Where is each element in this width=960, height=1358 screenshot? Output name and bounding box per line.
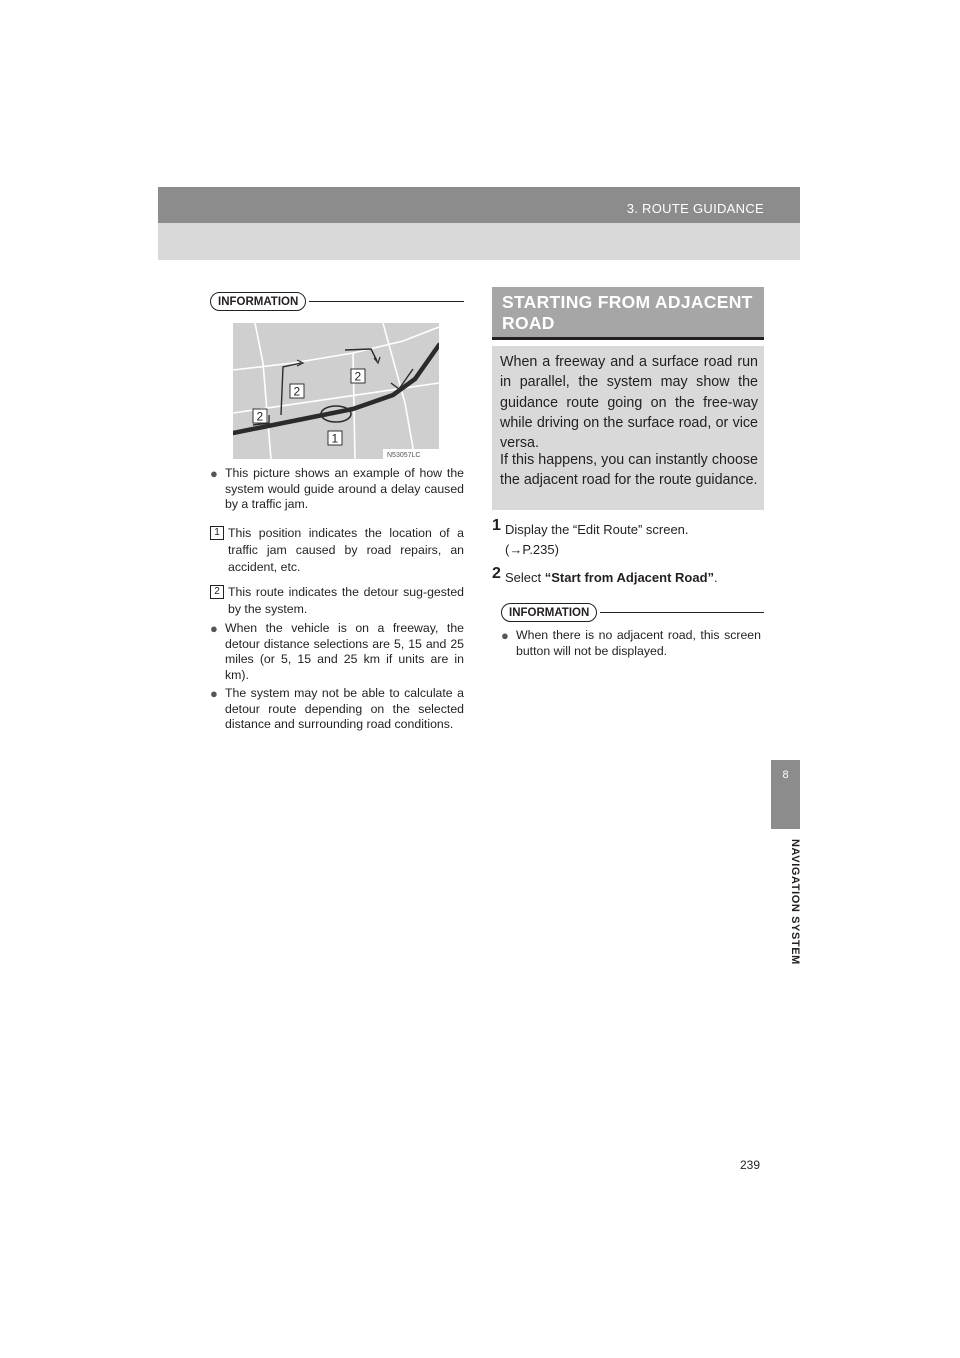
detour-map-illustration [233,323,439,459]
side-tab-number: 8 [782,769,789,781]
item-1-text: This position indicates the location of a traffic jam caused by road repairs, an accident, etc. [228,526,464,574]
bullet-dot-icon: ● [210,621,218,636]
bullet-dot-icon: ● [210,686,218,701]
bullet-dot-icon: ● [501,628,509,643]
bullet-calculation-limit: ● The system may not be able to calculate a detour route depending on the selected distance and surrounding road conditions. [210,686,464,731]
item-number-box: 1 [210,526,224,540]
section-title: 3. ROUTE GUIDANCE [626,201,764,216]
side-tab-label: NAVIGATION SYSTEM [789,839,801,965]
step-2-number: 2 [492,565,501,582]
bullet-no-adjacent-road: ● When there is no adjacent road, this screen button will not be displayed. [501,628,761,658]
bullet-freeway-distance: ● When the vehicle is on a freeway, the detour distance selections are 5, 15 and 25 miles (or 5, 15 and 25 km if units are in km). [210,621,464,682]
page-number: 239 [740,1158,761,1172]
map-label-2c: 2 [256,409,264,424]
map-label-2b: 2 [354,369,362,384]
step-2-text: Select “Start from Adjacent Road”. [505,570,718,585]
section-heading: STARTING FROM ADJACENT ROAD [502,292,753,333]
information-badge: INFORMATION [210,292,306,311]
map-code: N53057LC [387,452,421,459]
item-number-box: 2 [210,585,224,599]
start-from-adjacent-road-label: “Start from Adjacent Road” [544,570,715,585]
map-label-2a: 2 [293,384,301,399]
information-badge: INFORMATION [501,603,597,622]
information-rule [600,612,764,613]
step-1-number: 1 [492,517,501,534]
header-band [158,223,800,260]
step-1-text: Display the “Edit Route” screen. (→P.235) [505,522,689,557]
section-heading-rule [492,337,764,340]
map-label-1: 1 [331,431,339,446]
bullet-dot-icon: ● [210,466,218,481]
intro-paragraph-2: If this happens, you can instantly choose the adjacent road for the route guidance. [500,452,758,489]
bullet-traffic-example: ● This picture shows an example of how the system would guide around a delay caused by a traffic jam. [210,466,464,511]
item-2-text: This route indicates the detour sug-gested by the system. [228,585,464,616]
intro-paragraph-1: When a freeway and a surface road run in parallel, the system may show the guidance route going on the free-way while driving on the surface road, or vice versa. [500,354,758,452]
information-rule [309,301,464,302]
